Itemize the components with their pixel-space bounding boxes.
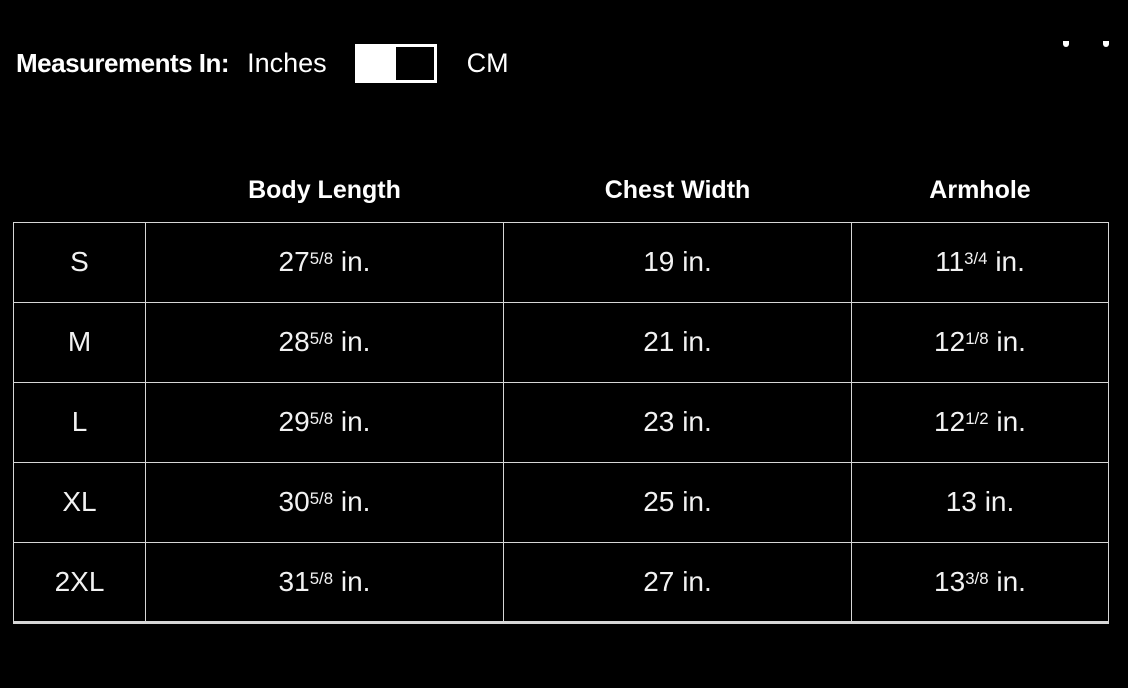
measurement-unit: in. <box>340 246 371 277</box>
table-row-2xl <box>14 542 1109 622</box>
measurement-unit: in. <box>995 246 1025 277</box>
toggle-knob <box>358 47 396 80</box>
measurement-unit: in. <box>682 246 712 277</box>
measurement-value: 30 <box>278 486 310 517</box>
column-header-armhole: Armhole <box>929 176 1031 205</box>
measurement-fraction: 1/8 <box>965 328 989 348</box>
measurement-fraction: 5/8 <box>309 568 334 588</box>
unit-toggle-switch[interactable] <box>355 44 437 83</box>
measurement-cell <box>504 302 852 382</box>
measurement-value: 11 <box>935 246 965 277</box>
size-label: S <box>14 222 146 302</box>
size-column-header-empty <box>14 172 146 222</box>
table-row-xl <box>14 462 1109 542</box>
measurement-value: 12 <box>934 406 966 437</box>
measurements-in-label: Measurements In: <box>16 48 230 78</box>
column-header-body-length: Body Length <box>248 176 401 205</box>
measurement-unit: in. <box>984 486 1015 517</box>
measurement-cell <box>852 222 1109 302</box>
measurement-unit: in. <box>340 326 371 357</box>
cropped-top-icon-fragment-right <box>1103 41 1109 47</box>
measurement-value: 25 <box>643 486 675 517</box>
column-header-chest-width: Chest Width <box>604 176 751 205</box>
measurement-value: 29 <box>278 406 310 437</box>
measurement-value: 27 <box>278 246 310 277</box>
measurement-unit: in. <box>682 406 712 437</box>
measurement-fraction: 5/8 <box>309 248 334 268</box>
inches-option[interactable]: Inches <box>247 48 327 78</box>
table-row-s <box>14 222 1109 302</box>
measurement-unit: in. <box>682 326 712 357</box>
measurement-fraction: 5/8 <box>309 408 334 428</box>
measurement-cell <box>504 462 852 542</box>
measurement-value: 13 <box>934 565 966 597</box>
size-label: M <box>14 302 146 382</box>
measurement-cell <box>146 542 504 622</box>
measurement-cell <box>146 462 504 542</box>
measurement-cell <box>852 542 1109 622</box>
measurement-cell <box>146 222 504 302</box>
measurement-unit: in. <box>340 406 371 437</box>
measurement-cell <box>852 462 1109 542</box>
measurement-fraction: 5/8 <box>309 488 334 508</box>
measurement-unit: in. <box>682 565 712 597</box>
measurement-unit: in. <box>996 565 1026 597</box>
measurement-cell <box>504 542 852 622</box>
measurement-value: 23 <box>643 406 675 437</box>
size-label: XL <box>14 462 146 542</box>
measurement-unit: in. <box>340 565 371 597</box>
measurements-bar <box>16 44 1128 83</box>
size-label: L <box>14 382 146 462</box>
measurement-fraction: 1/2 <box>965 408 989 428</box>
measurement-fraction: 3/4 <box>964 248 988 268</box>
table-row-l <box>14 382 1109 462</box>
measurement-fraction: 3/8 <box>965 568 989 588</box>
size-label: 2XL <box>14 542 146 622</box>
table-row-m <box>14 302 1109 382</box>
measurement-fraction: 5/8 <box>309 328 334 348</box>
measurement-value: 19 <box>643 246 675 277</box>
measurement-value: 31 <box>278 565 310 597</box>
measurement-cell <box>146 302 504 382</box>
measurement-cell <box>146 382 504 462</box>
measurement-unit: in. <box>682 486 712 517</box>
measurement-cell <box>852 302 1109 382</box>
measurement-value: 21 <box>643 326 675 357</box>
measurement-unit: in. <box>996 406 1026 437</box>
measurement-cell <box>504 382 852 462</box>
cropped-top-icon-fragment-left <box>1063 41 1069 47</box>
measurement-value: 28 <box>278 326 310 357</box>
measurement-value: 27 <box>643 565 675 597</box>
measurement-cell <box>504 222 852 302</box>
cm-option[interactable]: CM <box>466 48 509 78</box>
header-row <box>14 172 1109 222</box>
measurement-value: 12 <box>934 326 966 357</box>
measurement-value: 13 <box>945 486 977 517</box>
measurement-unit: in. <box>340 486 371 517</box>
measurement-unit: in. <box>996 326 1026 357</box>
size-chart-table <box>13 172 1109 624</box>
measurement-cell <box>852 382 1109 462</box>
